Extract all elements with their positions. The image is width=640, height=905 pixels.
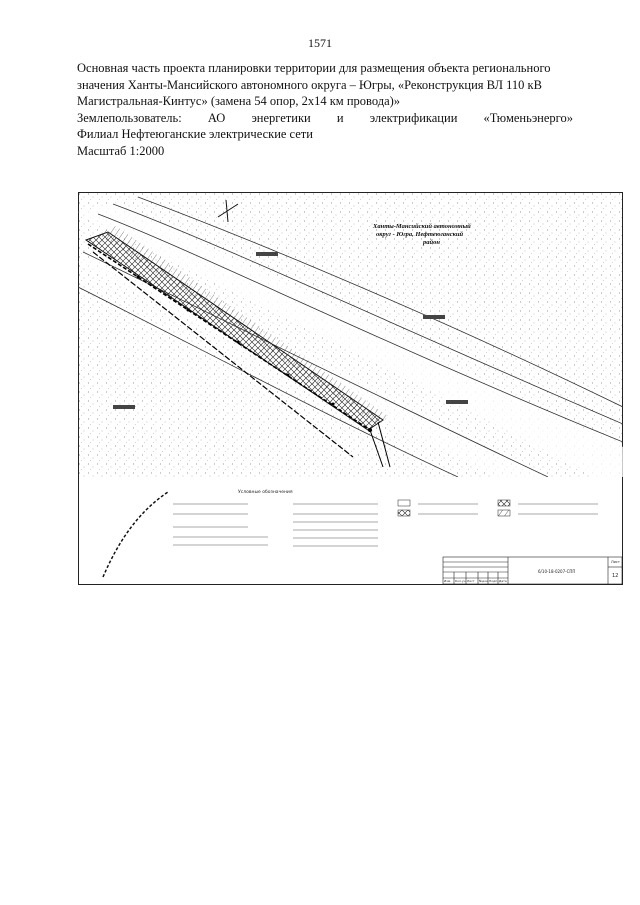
stamp-col-doc: №док. [479, 579, 489, 583]
stamp-col-list: Лист [467, 579, 475, 583]
branch-line: Филиал Нефтеюганские электрические сети [77, 127, 313, 141]
planning-map-drawing [78, 192, 623, 585]
title-line-1: Основная часть проекта планировки территории для размещения объекта регионального [77, 61, 551, 75]
stamp-sheet-label: Лист [611, 560, 620, 564]
stamp-sheet-number: 12 [612, 573, 619, 579]
landuser-word: и [336, 110, 344, 125]
landuser-word: АО [207, 110, 226, 125]
legend [173, 489, 598, 546]
region-label-line-1: Ханты-Мансийский автономный [373, 223, 471, 230]
scale-line: Масштаб 1:2000 [77, 143, 165, 158]
landuser-word: электрификации [369, 110, 458, 125]
landuser-word: энергетики [251, 110, 311, 125]
stamp-col-date: Дата [499, 579, 507, 583]
legend-title: Условные обозначения [238, 490, 293, 495]
stamp-code: 6/10-18-0207-СПП [538, 569, 576, 574]
page-number: 1571 [308, 36, 332, 50]
lower-left-line [103, 492, 168, 577]
stamp-col-podp: Подп. [489, 579, 499, 583]
document-header [77, 60, 573, 159]
title-line-3: Магистральная-Кинтус» (замена 54 опор, 2х14 км провода)» [77, 94, 401, 108]
landuser-line [77, 110, 573, 127]
region-label-line-3: район [423, 239, 440, 246]
map-area [78, 192, 623, 477]
title-line-2: значения Ханты-Мансийского автономного округа – Югры, «Реконструкция ВЛ 110 кВ [77, 77, 542, 92]
landuser-word: «Тюменьэнерго» [483, 110, 573, 125]
region-label-line-2: округ - Югра, Нефтеюганский [376, 231, 464, 238]
landuser-label: Землепользователь: [77, 110, 182, 125]
planning-map [78, 192, 623, 585]
stamp-col-kol: Кол.уч. [455, 579, 467, 583]
stamp-col-izm: Изм. [444, 579, 452, 583]
